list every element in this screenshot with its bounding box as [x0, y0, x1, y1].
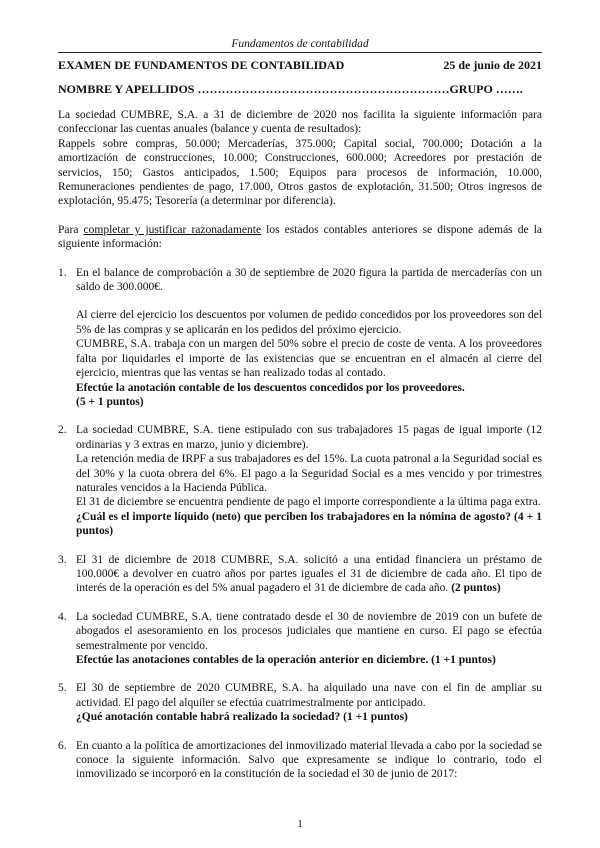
question-number: 3. — [58, 553, 67, 566]
question-1-discounts: Al cierre del ejercicio los descuentos por volumen de pedido concedidos por los proveedores son del 5% de las compras y se aplicarán en los pedidos del próximo ejercicio. — [76, 309, 542, 336]
exam-title: EXAMEN DE FUNDAMENTOS DE CONTABILIDAD — [58, 58, 345, 72]
question-1-statement: En el balance de comprobación a 30 de septiembre de 2020 figura la partida de mercaderías con un saldo de 300.000€. — [76, 266, 542, 294]
question-list — [58, 266, 542, 782]
question-2-pending: El 31 de diciembre se encuentra pendiente de pago el importe correspondiente a la última paga extra. — [76, 496, 541, 509]
question-6 — [58, 739, 542, 782]
exam-body — [58, 108, 542, 782]
intro-p3-pre: Para — [58, 223, 84, 236]
question-2 — [58, 423, 542, 538]
intro-p3-post: los estados contables anteriores se dispone además de la siguiente información: — [58, 223, 543, 251]
question-3-points: (2 puntos) — [451, 582, 501, 595]
question-3 — [58, 553, 542, 596]
question-number: 1. — [58, 266, 67, 279]
question-4-statement: La sociedad CUMBRE, S.A. tiene contratado desde el 30 de noviembre de 2019 con un bufete de abogados el asesoramiento en los procesos judiciales que mantiene en curso. El pago se efectúa semestralmente por vencido. — [76, 610, 542, 652]
page-number: 1 — [297, 818, 303, 830]
question-1-points: (5 + 1 puntos) — [76, 395, 144, 408]
question-1 — [58, 266, 542, 410]
intro-p3-underlined: completar y justificar razonadamente — [83, 223, 262, 236]
question-number: 6. — [58, 739, 67, 752]
question-5 — [58, 681, 542, 724]
intro-paragraph-1: La sociedad CUMBRE, S.A. a 31 de diciembre de 2020 nos facilita la siguiente información para confeccionar las cuentas anuales (balance y cuenta de resultados): — [58, 109, 542, 136]
question-1-task: Efectúe la anotación contable de los descuentos concedidos por los proveedores. — [76, 381, 465, 394]
question-5-statement: El 30 de septiembre de 2020 CUMBRE, S.A. ha alquilado una nave con el fin de ampliar su actividad. El pago del alquiler se efectúa cuatrimestralmente por anticipado. — [76, 682, 542, 709]
exam-title-row — [58, 58, 542, 73]
intro-account-list: Rappels sobre compras, 50.000; Mercaderías, 375.000; Capital social, 700.000; Dotación a la amortización de construcciones, 10.000; Construcciones, 600.000; Acreedores por prestación de servicios, 150; Gastos anticipados, 1.500; Equipos para procesos de información, 10.000, Remuneraciones pendientes de pago, 17.000, Otros gastos de explotación, 31.500; Otros ingresos de explotación, 95.475; Tesorería (a determinar por diferencia). — [58, 137, 542, 208]
running-header: Fundamentos de contabilidad — [58, 38, 542, 53]
question-1-margin: CUMBRE, S.A. trabaja con un margen del 50% sobre el precio de coste de venta. A los proveedores falta por liquidarles el importe de las existencias que se encuentran en el almacén al cierre del ejercicio, mientras que las ventas se han realizado todas al contado. — [76, 338, 542, 380]
question-6-statement: En cuanto a la política de amortizaciones del inmovilizado material llevada a cabo por la sociedad se conoce la siguiente información. Salvo que expresamente se indique lo contrario, todo el inmovilizado se incorporó en la constitución de la sociedad el 30 de junio de 2017: — [76, 739, 542, 781]
question-4 — [58, 610, 542, 668]
exam-date: 25 de junio de 2021 — [443, 58, 542, 72]
question-5-task: ¿Qué anotación contable habrá realizado la sociedad? (1 +1 puntos) — [76, 711, 408, 724]
question-number: 4. — [58, 610, 67, 623]
question-3-text: El 31 de diciembre de 2018 CUMBRE, S.A. solicitó a una entidad financiera un préstamo de 100.000€ a devolver en cuatro años por partes iguales el 31 de diciembre de cada año. El tipo de interés de la operación es del 5% anual pagadero el 31 de diciembre de cada año. — [76, 553, 542, 595]
question-4-task: Efectúe las anotaciones contables de la operación anterior en diciembre. (1 +1 puntos) — [76, 654, 496, 666]
question-2-withholding: La retención media de IRPF a sus trabajadores es del 15%. La cuota patronal a la Seguridad social es del 30% y la cuota obrera del 6%. El pago a la Seguridad Social es a mes vencido y por trimestres naturales vencidos a la Hacienda Pública. — [76, 453, 542, 494]
intro-paragraph-3 — [58, 223, 542, 252]
name-group-line: NOMBRE Y APELLIDOS ………………………………………………………GRUPO ……. — [58, 82, 523, 96]
question-3-statement — [76, 553, 542, 596]
question-number: 2. — [58, 424, 67, 437]
question-2-statement: La sociedad CUMBRE, S.A. tiene estipulado con sus trabajadores 15 pagas de igual importe (12 ordinarias y 3 extras en marzo, junio y diciembre). — [76, 424, 542, 451]
question-2-task: ¿Cuál es el importe líquido (neto) que perciben los trabajadores en la nómina de agosto? (4 + 1 puntos) — [76, 510, 542, 538]
question-number: 5. — [58, 682, 67, 695]
